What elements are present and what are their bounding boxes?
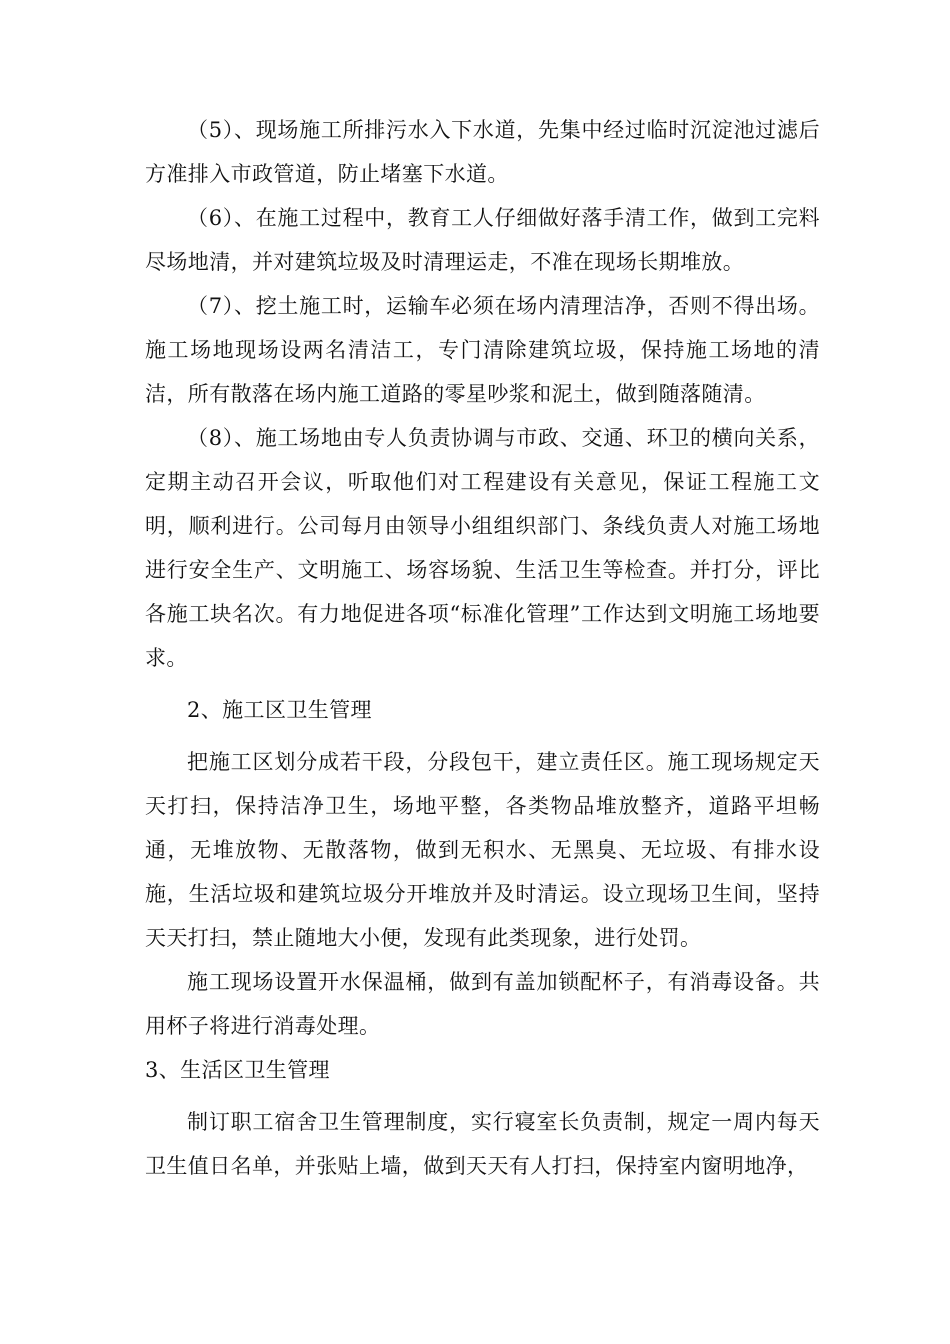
paragraph-item-5: （5）、现场施工所排污水入下水道，先集中经过临时沉淀池过滤后方准排入市政管道，防止堵塞下水道。 bbox=[145, 118, 820, 186]
section3-paragraph-1: 制订职工宿舍卫生管理制度，实行寝室长负责制，规定一周内每天卫生值日名单，并张贴上墙，做到天天有人打扫，保持室内窗明地净， bbox=[145, 1110, 820, 1178]
section2-paragraph-2: 施工现场设置开水保温桶，做到有盖加锁配杯子，有消毒设备。共用杯子将进行消毒处理。 bbox=[145, 970, 820, 1038]
section-heading-sanitation-construction: 2、施工区卫生管理 bbox=[187, 698, 372, 722]
section-heading-sanitation-living: 3、生活区卫生管理 bbox=[145, 1058, 330, 1082]
section2-paragraph-1: 把施工区划分成若干段，分段包干，建立责任区。施工现场规定天天打扫，保持洁净卫生，场地平整，各类物品堆放整齐，道路平坦畅通，无堆放物、无散落物，做到无积水、无黑臭、无垃圾、有排水设施，生活垃圾和建筑垃圾分开堆放并及时清运。设立现场卫生间，坚持天天打扫，禁止随地大小便，发现有此类现象，进行处罚。 bbox=[145, 750, 820, 950]
paragraph-item-7: （7）、挖土施工时，运输车必须在场内清理洁净，否则不得出场。施工场地现场设两名清洁工，专门清除建筑垃圾，保持施工场地的清洁，所有散落在场内施工道路的零星吵浆和泥土，做到随落随清。 bbox=[145, 294, 820, 406]
paragraph-item-6: （6）、在施工过程中，教育工人仔细做好落手清工作，做到工完料尽场地清，并对建筑垃圾及时清理运走，不准在现场长期堆放。 bbox=[145, 206, 820, 274]
paragraph-item-8: （8）、施工场地由专人负责协调与市政、交通、环卫的横向关系，定期主动召开会议，听取他们对工程建设有关意见，保证工程施工文明，顺利进行。公司每月由领导小组组织部门、条线负责人对施工场地进行安全生产、文明施工、场容场貌、生活卫生等检查。并打分，评比各施工块名次。有力地促进各项“标准化管理”工作达到文明施工场地要求。 bbox=[145, 426, 820, 670]
document-page bbox=[145, 108, 820, 1188]
